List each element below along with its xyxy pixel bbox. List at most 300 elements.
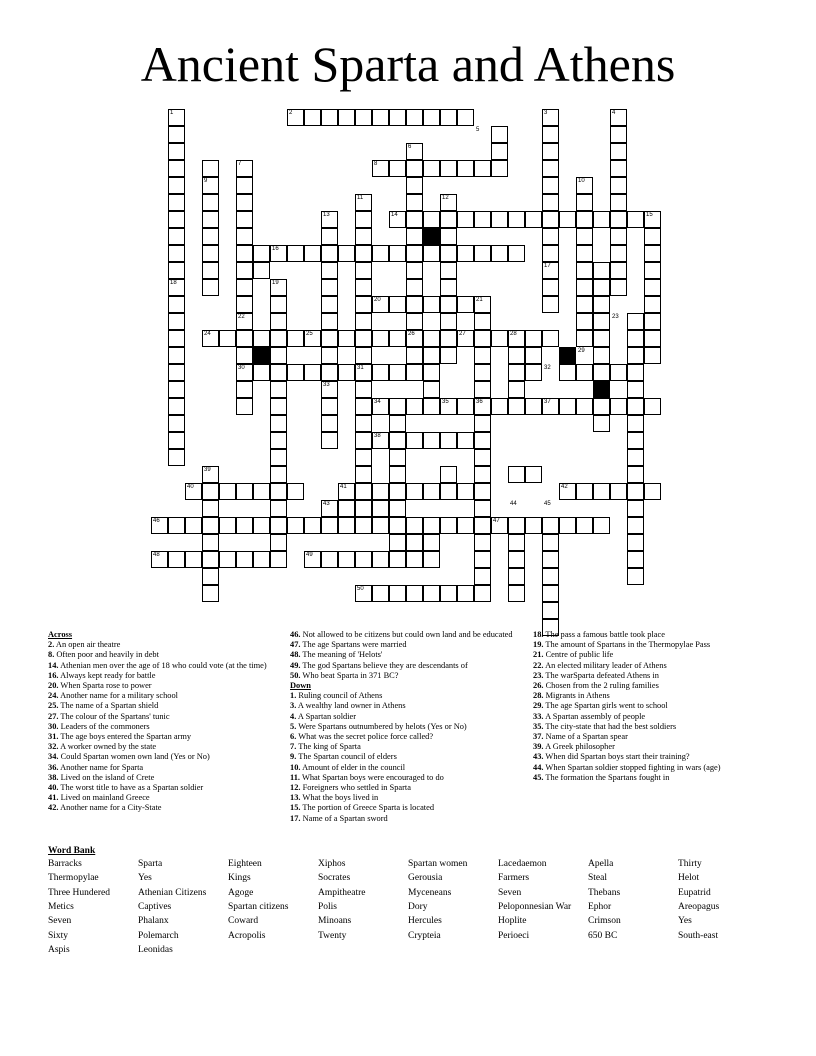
answer-cell[interactable]: [423, 296, 440, 313]
answer-cell[interactable]: [321, 109, 338, 126]
answer-cell[interactable]: [508, 585, 525, 602]
answer-cell[interactable]: [389, 109, 406, 126]
answer-cell[interactable]: [270, 432, 287, 449]
answer-cell[interactable]: [304, 517, 321, 534]
answer-cell[interactable]: [219, 483, 236, 500]
answer-cell[interactable]: [406, 483, 423, 500]
answer-cell[interactable]: [338, 517, 355, 534]
answer-cell[interactable]: [644, 330, 661, 347]
answer-cell[interactable]: [304, 109, 321, 126]
answer-cell[interactable]: [440, 313, 457, 330]
answer-cell[interactable]: [202, 585, 219, 602]
answer-cell[interactable]: [474, 160, 491, 177]
answer-cell[interactable]: [593, 330, 610, 347]
answer-cell[interactable]: [525, 364, 542, 381]
answer-cell[interactable]: [423, 534, 440, 551]
answer-cell[interactable]: [474, 449, 491, 466]
answer-cell[interactable]: [440, 296, 457, 313]
answer-cell[interactable]: [321, 415, 338, 432]
answer-cell[interactable]: [627, 364, 644, 381]
answer-cell[interactable]: [321, 262, 338, 279]
answer-cell[interactable]: [508, 245, 525, 262]
answer-cell[interactable]: [389, 330, 406, 347]
answer-cell[interactable]: [627, 330, 644, 347]
answer-cell[interactable]: [491, 398, 508, 415]
answer-cell[interactable]: [440, 279, 457, 296]
answer-cell[interactable]: [423, 330, 440, 347]
answer-cell[interactable]: [270, 347, 287, 364]
answer-cell[interactable]: [474, 517, 491, 534]
answer-cell[interactable]: [644, 483, 661, 500]
answer-cell[interactable]: [287, 517, 304, 534]
answer-cell[interactable]: [321, 296, 338, 313]
answer-cell[interactable]: [168, 432, 185, 449]
answer-cell[interactable]: [627, 347, 644, 364]
answer-cell[interactable]: [355, 228, 372, 245]
answer-cell[interactable]: [202, 194, 219, 211]
answer-cell[interactable]: [457, 211, 474, 228]
answer-cell[interactable]: [457, 296, 474, 313]
answer-cell[interactable]: [627, 313, 644, 330]
answer-cell[interactable]: [236, 177, 253, 194]
answer-cell[interactable]: [542, 126, 559, 143]
answer-cell[interactable]: [236, 483, 253, 500]
answer-cell[interactable]: [406, 109, 423, 126]
answer-cell[interactable]: [338, 364, 355, 381]
answer-cell[interactable]: [389, 534, 406, 551]
answer-cell[interactable]: [627, 568, 644, 585]
answer-cell[interactable]: [406, 517, 423, 534]
answer-cell[interactable]: [236, 194, 253, 211]
answer-cell[interactable]: [440, 109, 457, 126]
answer-cell[interactable]: [389, 551, 406, 568]
answer-cell[interactable]: [253, 330, 270, 347]
answer-cell[interactable]: [610, 177, 627, 194]
answer-cell[interactable]: [542, 194, 559, 211]
answer-cell[interactable]: [372, 364, 389, 381]
answer-cell[interactable]: [474, 415, 491, 432]
answer-cell[interactable]: [270, 415, 287, 432]
answer-cell[interactable]: [253, 517, 270, 534]
answer-cell[interactable]: [372, 330, 389, 347]
answer-cell[interactable]: [593, 279, 610, 296]
answer-cell[interactable]: [627, 517, 644, 534]
answer-cell[interactable]: [406, 551, 423, 568]
answer-cell[interactable]: [355, 551, 372, 568]
answer-cell[interactable]: [389, 466, 406, 483]
answer-cell[interactable]: [627, 449, 644, 466]
answer-cell[interactable]: [610, 211, 627, 228]
answer-cell[interactable]: [168, 398, 185, 415]
answer-cell[interactable]: [508, 381, 525, 398]
answer-cell[interactable]: [576, 296, 593, 313]
answer-cell[interactable]: [253, 245, 270, 262]
answer-cell[interactable]: [525, 330, 542, 347]
answer-cell[interactable]: [644, 279, 661, 296]
answer-cell[interactable]: [644, 262, 661, 279]
answer-cell[interactable]: [525, 347, 542, 364]
answer-cell[interactable]: [406, 585, 423, 602]
answer-cell[interactable]: [389, 160, 406, 177]
answer-cell[interactable]: [542, 602, 559, 619]
answer-cell[interactable]: [236, 398, 253, 415]
answer-cell[interactable]: [542, 245, 559, 262]
answer-cell[interactable]: [406, 534, 423, 551]
answer-cell[interactable]: [236, 330, 253, 347]
answer-cell[interactable]: [168, 126, 185, 143]
answer-cell[interactable]: [644, 347, 661, 364]
answer-cell[interactable]: [338, 500, 355, 517]
answer-cell[interactable]: [423, 364, 440, 381]
answer-cell[interactable]: [593, 364, 610, 381]
answer-cell[interactable]: [423, 160, 440, 177]
answer-cell[interactable]: [576, 483, 593, 500]
answer-cell[interactable]: [423, 432, 440, 449]
answer-cell[interactable]: [491, 126, 508, 143]
answer-cell[interactable]: [423, 347, 440, 364]
answer-cell[interactable]: [542, 551, 559, 568]
answer-cell[interactable]: [270, 313, 287, 330]
answer-cell[interactable]: [253, 262, 270, 279]
answer-cell[interactable]: [627, 211, 644, 228]
answer-cell[interactable]: [321, 279, 338, 296]
answer-cell[interactable]: [474, 364, 491, 381]
answer-cell[interactable]: [440, 466, 457, 483]
answer-cell[interactable]: [202, 228, 219, 245]
answer-cell[interactable]: [474, 313, 491, 330]
answer-cell[interactable]: [508, 398, 525, 415]
answer-cell[interactable]: [321, 398, 338, 415]
answer-cell[interactable]: [576, 330, 593, 347]
answer-cell[interactable]: [355, 296, 372, 313]
answer-cell[interactable]: [355, 330, 372, 347]
answer-cell[interactable]: [474, 432, 491, 449]
answer-cell[interactable]: [236, 228, 253, 245]
answer-cell[interactable]: [457, 483, 474, 500]
answer-cell[interactable]: [576, 398, 593, 415]
answer-cell[interactable]: [610, 483, 627, 500]
answer-cell[interactable]: [644, 296, 661, 313]
answer-cell[interactable]: [355, 245, 372, 262]
answer-cell[interactable]: [270, 483, 287, 500]
answer-cell[interactable]: [168, 364, 185, 381]
answer-cell[interactable]: [321, 432, 338, 449]
answer-cell[interactable]: [627, 534, 644, 551]
answer-cell[interactable]: [593, 517, 610, 534]
answer-cell[interactable]: [219, 517, 236, 534]
answer-cell[interactable]: [236, 262, 253, 279]
answer-cell[interactable]: [372, 551, 389, 568]
answer-cell[interactable]: [525, 398, 542, 415]
answer-cell[interactable]: [202, 500, 219, 517]
answer-cell[interactable]: [168, 160, 185, 177]
answer-cell[interactable]: [491, 245, 508, 262]
answer-cell[interactable]: [202, 534, 219, 551]
answer-cell[interactable]: [559, 211, 576, 228]
answer-cell[interactable]: [355, 432, 372, 449]
answer-cell[interactable]: [338, 551, 355, 568]
answer-cell[interactable]: [491, 330, 508, 347]
answer-cell[interactable]: [440, 347, 457, 364]
answer-cell[interactable]: [542, 177, 559, 194]
answer-cell[interactable]: [253, 483, 270, 500]
answer-cell[interactable]: [440, 330, 457, 347]
answer-cell[interactable]: [593, 211, 610, 228]
answer-cell[interactable]: [355, 500, 372, 517]
answer-cell[interactable]: [202, 568, 219, 585]
answer-cell[interactable]: [270, 517, 287, 534]
answer-cell[interactable]: [168, 449, 185, 466]
answer-cell[interactable]: [236, 211, 253, 228]
answer-cell[interactable]: [321, 551, 338, 568]
answer-cell[interactable]: [406, 432, 423, 449]
answer-cell[interactable]: [440, 228, 457, 245]
answer-cell[interactable]: [627, 483, 644, 500]
answer-cell[interactable]: [168, 551, 185, 568]
answer-cell[interactable]: [389, 449, 406, 466]
answer-cell[interactable]: [525, 466, 542, 483]
answer-cell[interactable]: [542, 517, 559, 534]
answer-cell[interactable]: [593, 483, 610, 500]
answer-cell[interactable]: [576, 313, 593, 330]
answer-cell[interactable]: [576, 279, 593, 296]
answer-cell[interactable]: [627, 432, 644, 449]
answer-cell[interactable]: [355, 313, 372, 330]
answer-cell[interactable]: [406, 194, 423, 211]
answer-cell[interactable]: [406, 347, 423, 364]
answer-cell[interactable]: [321, 245, 338, 262]
answer-cell[interactable]: [542, 568, 559, 585]
answer-cell[interactable]: [168, 330, 185, 347]
answer-cell[interactable]: [542, 279, 559, 296]
answer-cell[interactable]: [219, 330, 236, 347]
answer-cell[interactable]: [321, 364, 338, 381]
answer-cell[interactable]: [474, 585, 491, 602]
answer-cell[interactable]: [610, 126, 627, 143]
answer-cell[interactable]: [576, 228, 593, 245]
answer-cell[interactable]: [423, 381, 440, 398]
answer-cell[interactable]: [644, 228, 661, 245]
answer-cell[interactable]: [457, 398, 474, 415]
answer-cell[interactable]: [457, 585, 474, 602]
answer-cell[interactable]: [610, 228, 627, 245]
answer-cell[interactable]: [627, 381, 644, 398]
answer-cell[interactable]: [423, 211, 440, 228]
answer-cell[interactable]: [423, 483, 440, 500]
answer-cell[interactable]: [406, 228, 423, 245]
answer-cell[interactable]: [474, 551, 491, 568]
answer-cell[interactable]: [610, 143, 627, 160]
answer-cell[interactable]: [423, 585, 440, 602]
answer-cell[interactable]: [355, 483, 372, 500]
answer-cell[interactable]: [644, 398, 661, 415]
answer-cell[interactable]: [236, 279, 253, 296]
answer-cell[interactable]: [389, 398, 406, 415]
answer-cell[interactable]: [389, 517, 406, 534]
answer-cell[interactable]: [168, 228, 185, 245]
answer-cell[interactable]: [525, 211, 542, 228]
answer-cell[interactable]: [389, 296, 406, 313]
answer-cell[interactable]: [474, 347, 491, 364]
answer-cell[interactable]: [253, 364, 270, 381]
answer-cell[interactable]: [406, 279, 423, 296]
answer-cell[interactable]: [593, 313, 610, 330]
answer-cell[interactable]: [168, 347, 185, 364]
answer-cell[interactable]: [593, 398, 610, 415]
answer-cell[interactable]: [270, 534, 287, 551]
answer-cell[interactable]: [168, 177, 185, 194]
answer-cell[interactable]: [627, 398, 644, 415]
answer-cell[interactable]: [423, 245, 440, 262]
answer-cell[interactable]: [389, 500, 406, 517]
answer-cell[interactable]: [168, 313, 185, 330]
answer-cell[interactable]: [474, 568, 491, 585]
answer-cell[interactable]: [440, 262, 457, 279]
answer-cell[interactable]: [593, 347, 610, 364]
answer-cell[interactable]: [202, 160, 219, 177]
answer-cell[interactable]: [559, 517, 576, 534]
answer-cell[interactable]: [202, 483, 219, 500]
answer-cell[interactable]: [474, 330, 491, 347]
answer-cell[interactable]: [610, 245, 627, 262]
answer-cell[interactable]: [610, 262, 627, 279]
answer-cell[interactable]: [474, 483, 491, 500]
answer-cell[interactable]: [406, 245, 423, 262]
answer-cell[interactable]: [542, 330, 559, 347]
answer-cell[interactable]: [185, 517, 202, 534]
answer-cell[interactable]: [355, 449, 372, 466]
answer-cell[interactable]: [423, 109, 440, 126]
answer-cell[interactable]: [542, 228, 559, 245]
answer-cell[interactable]: [236, 347, 253, 364]
answer-cell[interactable]: [270, 398, 287, 415]
answer-cell[interactable]: [542, 211, 559, 228]
answer-cell[interactable]: [559, 398, 576, 415]
answer-cell[interactable]: [355, 109, 372, 126]
answer-cell[interactable]: [372, 109, 389, 126]
answer-cell[interactable]: [236, 551, 253, 568]
answer-cell[interactable]: [236, 296, 253, 313]
answer-cell[interactable]: [627, 415, 644, 432]
answer-cell[interactable]: [270, 330, 287, 347]
answer-cell[interactable]: [457, 432, 474, 449]
answer-cell[interactable]: [440, 483, 457, 500]
answer-cell[interactable]: [168, 194, 185, 211]
answer-cell[interactable]: [202, 211, 219, 228]
answer-cell[interactable]: [508, 466, 525, 483]
answer-cell[interactable]: [372, 245, 389, 262]
answer-cell[interactable]: [542, 160, 559, 177]
answer-cell[interactable]: [491, 160, 508, 177]
answer-cell[interactable]: [338, 245, 355, 262]
answer-cell[interactable]: [576, 364, 593, 381]
answer-cell[interactable]: [202, 262, 219, 279]
answer-cell[interactable]: [474, 466, 491, 483]
answer-cell[interactable]: [474, 245, 491, 262]
answer-cell[interactable]: [508, 347, 525, 364]
answer-cell[interactable]: [270, 364, 287, 381]
answer-cell[interactable]: [372, 483, 389, 500]
answer-cell[interactable]: [440, 517, 457, 534]
answer-cell[interactable]: [168, 415, 185, 432]
answer-cell[interactable]: [440, 245, 457, 262]
answer-cell[interactable]: [287, 483, 304, 500]
answer-cell[interactable]: [406, 398, 423, 415]
answer-cell[interactable]: [321, 517, 338, 534]
answer-cell[interactable]: [372, 585, 389, 602]
answer-cell[interactable]: [355, 262, 372, 279]
answer-cell[interactable]: [576, 262, 593, 279]
answer-cell[interactable]: [508, 211, 525, 228]
answer-cell[interactable]: [287, 330, 304, 347]
answer-cell[interactable]: [406, 160, 423, 177]
answer-cell[interactable]: [287, 364, 304, 381]
answer-cell[interactable]: [423, 517, 440, 534]
answer-cell[interactable]: [508, 534, 525, 551]
answer-cell[interactable]: [321, 347, 338, 364]
answer-cell[interactable]: [168, 143, 185, 160]
answer-cell[interactable]: [474, 381, 491, 398]
answer-cell[interactable]: [355, 517, 372, 534]
answer-cell[interactable]: [474, 500, 491, 517]
answer-cell[interactable]: [372, 500, 389, 517]
answer-cell[interactable]: [423, 398, 440, 415]
answer-cell[interactable]: [202, 517, 219, 534]
answer-cell[interactable]: [508, 568, 525, 585]
answer-cell[interactable]: [440, 160, 457, 177]
answer-cell[interactable]: [593, 415, 610, 432]
answer-cell[interactable]: [304, 364, 321, 381]
answer-cell[interactable]: [525, 517, 542, 534]
answer-cell[interactable]: [253, 551, 270, 568]
answer-cell[interactable]: [559, 364, 576, 381]
answer-cell[interactable]: [355, 279, 372, 296]
answer-cell[interactable]: [355, 381, 372, 398]
answer-cell[interactable]: [236, 381, 253, 398]
answer-cell[interactable]: [610, 398, 627, 415]
answer-cell[interactable]: [610, 160, 627, 177]
answer-cell[interactable]: [168, 245, 185, 262]
answer-cell[interactable]: [627, 551, 644, 568]
answer-cell[interactable]: [542, 296, 559, 313]
answer-cell[interactable]: [423, 551, 440, 568]
answer-cell[interactable]: [389, 432, 406, 449]
answer-cell[interactable]: [457, 109, 474, 126]
answer-cell[interactable]: [338, 330, 355, 347]
answer-cell[interactable]: [491, 211, 508, 228]
answer-cell[interactable]: [593, 296, 610, 313]
answer-cell[interactable]: [610, 194, 627, 211]
answer-cell[interactable]: [236, 517, 253, 534]
answer-cell[interactable]: [542, 585, 559, 602]
answer-cell[interactable]: [270, 296, 287, 313]
answer-cell[interactable]: [185, 551, 202, 568]
answer-cell[interactable]: [627, 500, 644, 517]
answer-cell[interactable]: [168, 211, 185, 228]
answer-cell[interactable]: [287, 245, 304, 262]
answer-cell[interactable]: [440, 432, 457, 449]
answer-cell[interactable]: [457, 245, 474, 262]
answer-cell[interactable]: [406, 313, 423, 330]
answer-cell[interactable]: [406, 262, 423, 279]
answer-cell[interactable]: [576, 211, 593, 228]
answer-cell[interactable]: [474, 534, 491, 551]
answer-cell[interactable]: [593, 262, 610, 279]
answer-cell[interactable]: [321, 330, 338, 347]
answer-cell[interactable]: [168, 517, 185, 534]
answer-cell[interactable]: [355, 211, 372, 228]
answer-cell[interactable]: [406, 211, 423, 228]
